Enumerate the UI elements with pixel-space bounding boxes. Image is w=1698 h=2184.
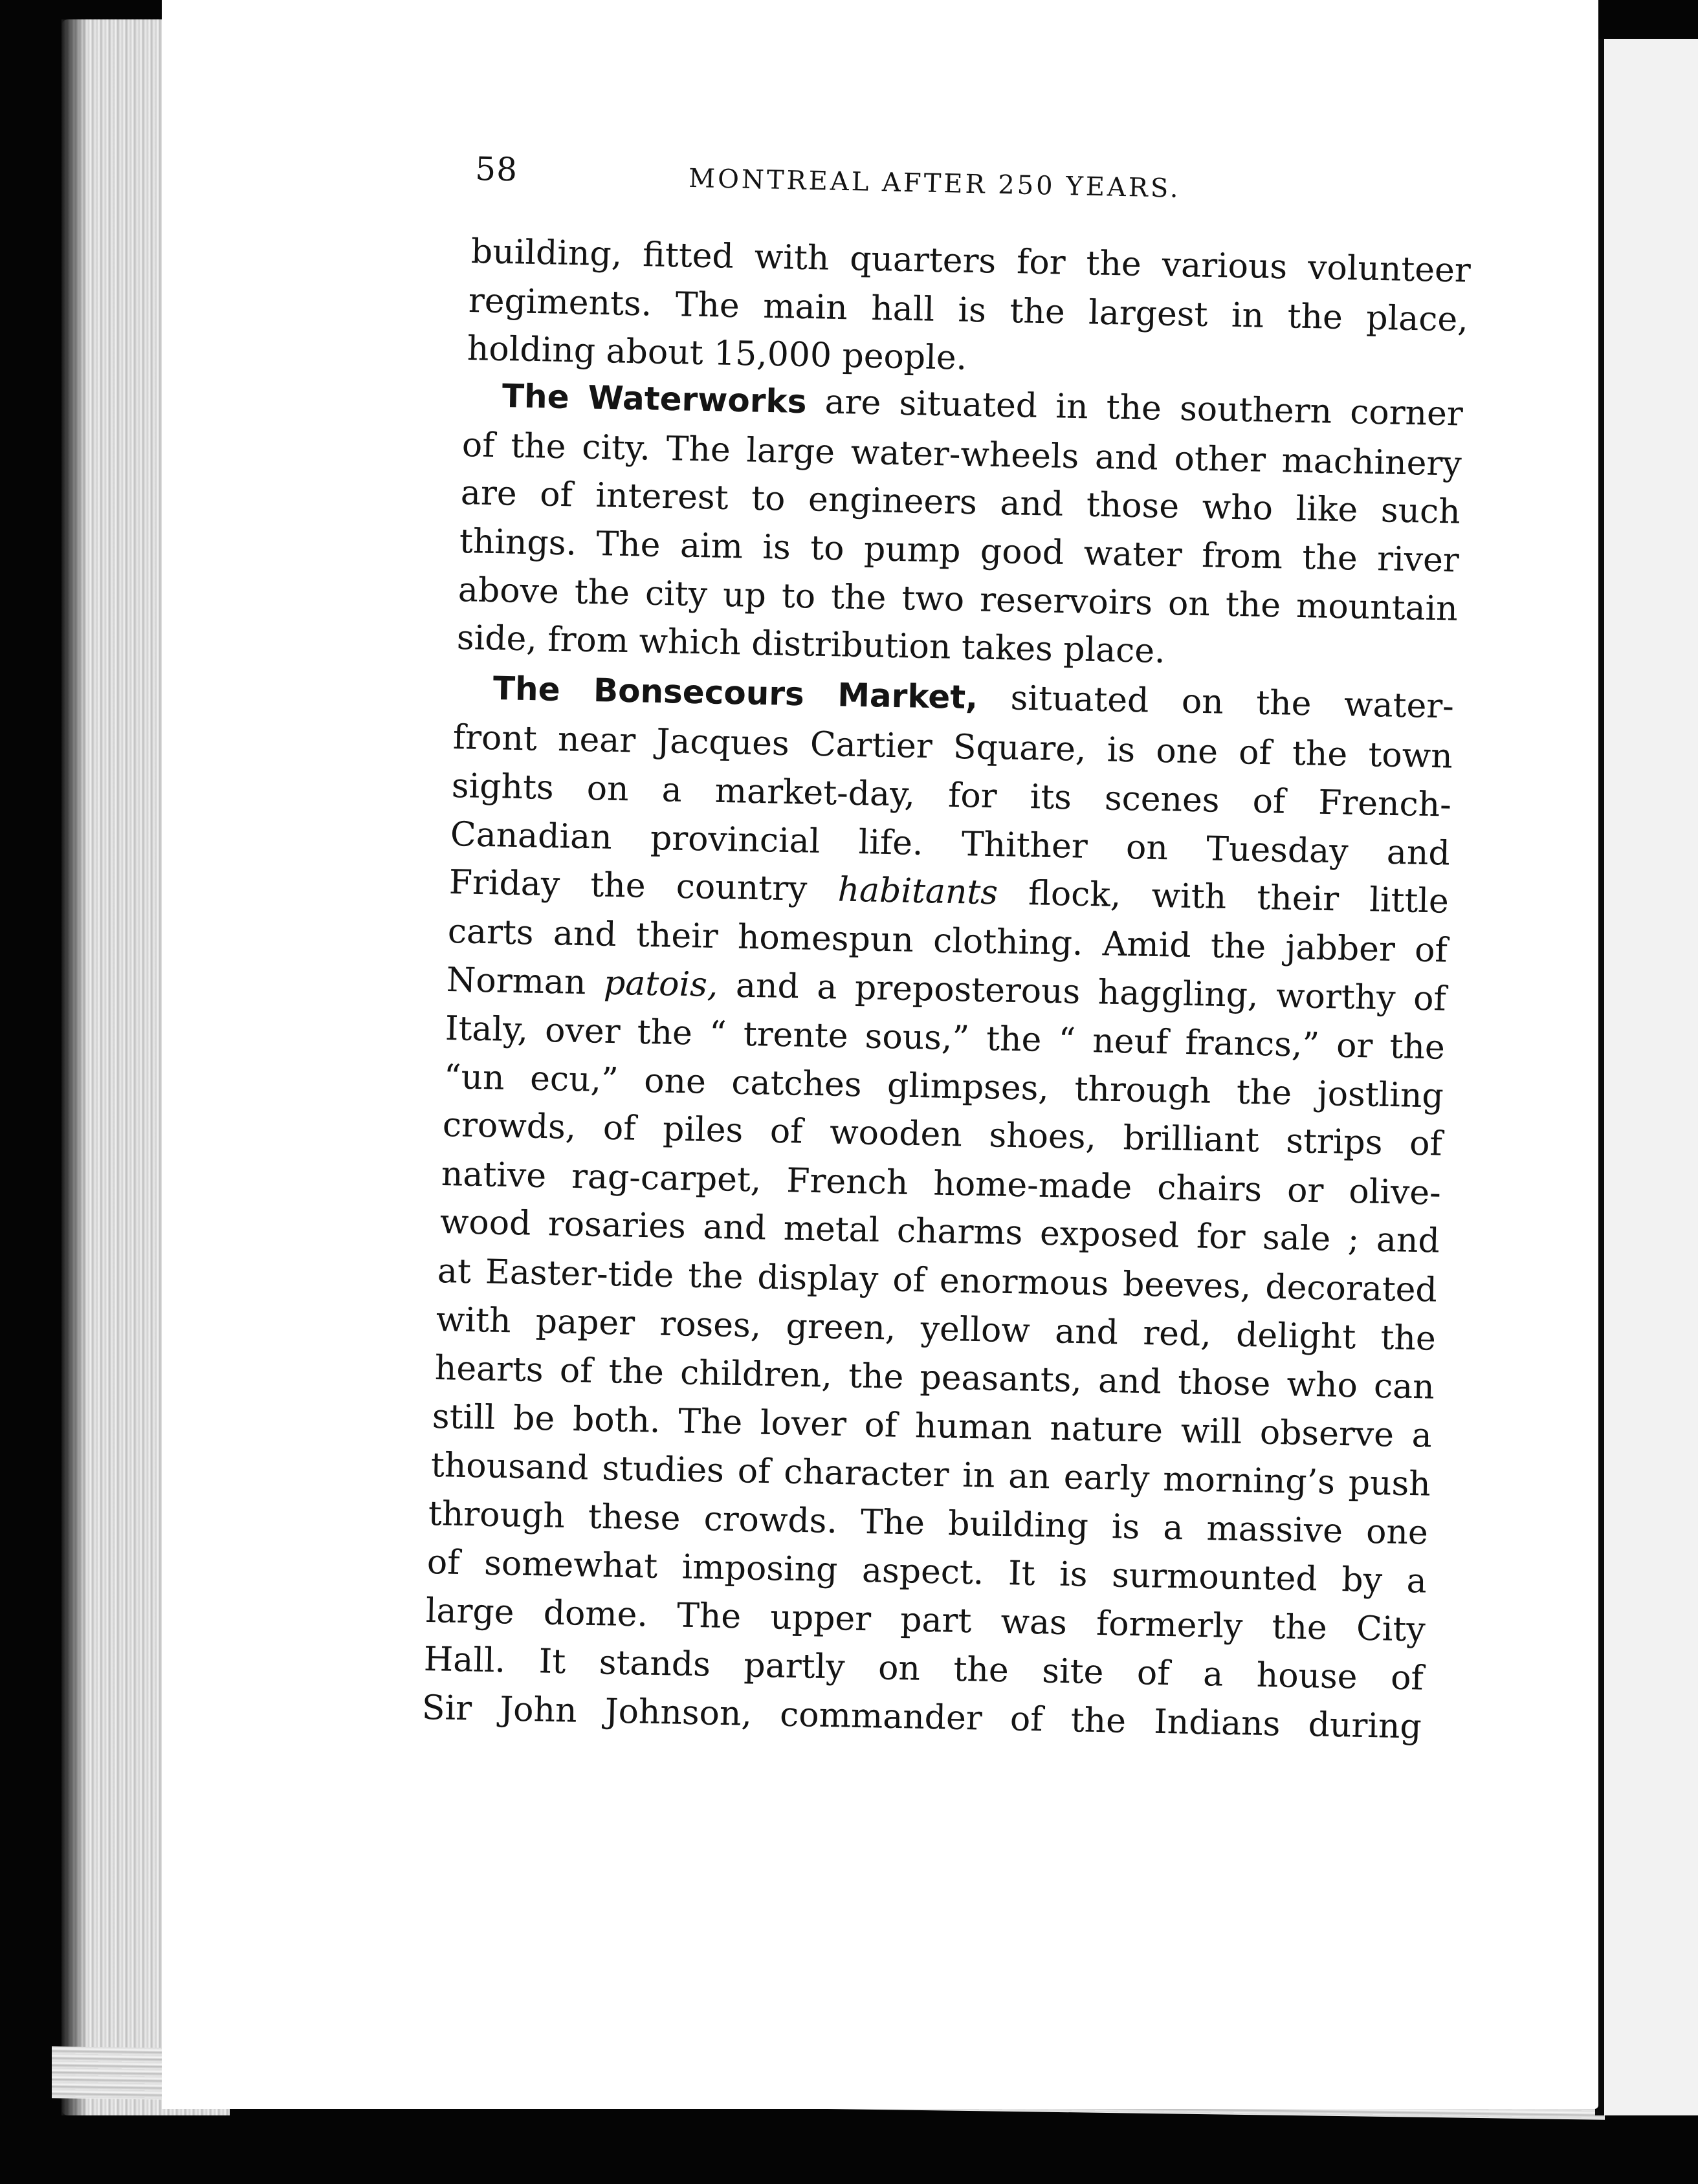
page-number: 58 — [474, 150, 518, 189]
section-heading: The Bonsecours Market, — [492, 670, 978, 717]
text-line: Canadian provincial life. Thither on Tuesday and — [450, 815, 1451, 873]
text-line: hearts of the children, the peasants, and those who can — [434, 1349, 1435, 1407]
italic-term: habitants — [837, 870, 998, 913]
text-line: holding about 15,000 people. — [467, 329, 967, 378]
text-line: above the city up to the two reservoirs on the mountain — [458, 571, 1459, 629]
text-line: Sir John Johnson, commander of the Indians during — [421, 1688, 1422, 1747]
text-line: native rag-carpet, French home-made chairs or olive- — [441, 1155, 1442, 1213]
text-line: side, from which distribution takes place. — [456, 618, 1166, 672]
text-line: of somewhat imposing aspect. It is surmounted by a — [426, 1543, 1428, 1601]
italic-term: patois, — [603, 963, 718, 1005]
text-line: with paper roses, green, yellow and red, delight the — [436, 1300, 1437, 1359]
section-heading: The Waterworks — [502, 377, 808, 421]
text-line: things. The aim is to pump good water from the river — [459, 522, 1460, 580]
text-line: carts and their homespun clothing. Amid the jabber of — [447, 912, 1448, 970]
text-run: and a preposterous haggling, worthy of — [717, 966, 1447, 1019]
text-line: regiments. The main hall is the largest in the place, — [468, 281, 1469, 340]
text-line: sights on a market-day, for its scenes of French- — [451, 767, 1452, 825]
text-line: crowds, of piles of wooden shoes, brilliant strips of — [442, 1106, 1443, 1164]
text-run: situated on the water- — [977, 678, 1455, 726]
text-line: are of interest to engineers and those who like such — [460, 474, 1461, 532]
text-line: front near Jacques Cartier Square, is one of the town — [452, 718, 1453, 776]
text-line: building, fitted with quarters for the various volunteer — [470, 232, 1472, 290]
text-line: “un ecu,” one catches glimpses, through the jostling — [443, 1058, 1444, 1116]
text-line: thousand studies of character in an early morning’s push — [430, 1446, 1431, 1504]
text-line: wood rosaries and metal charms exposed for sale ; and — [439, 1203, 1440, 1261]
text-line: Hall. It stands partly on the site of a house of — [423, 1640, 1424, 1698]
text-run: flock, with their little — [997, 873, 1450, 921]
text-line: still be both. The lover of human nature will observe a — [432, 1397, 1433, 1456]
running-title: MONTREAL AFTER 250 YEARS. — [688, 163, 1182, 204]
text-line: Italy, over the “ trente sous,” the “ neuf francs,” or the — [445, 1009, 1446, 1067]
text-line: of the city. The large water-wheels and other machinery — [461, 426, 1462, 484]
text-line: large dome. The upper part was formerly the City — [425, 1591, 1426, 1650]
text-line: at Easter-tide the display of enormous beeves, decorated — [437, 1252, 1438, 1310]
text-line: through these crowds. The building is a massive one — [428, 1494, 1429, 1553]
text-run: are situated in the southern corner — [806, 382, 1464, 434]
text-run: Friday the country — [448, 863, 839, 910]
text-run: Norman — [446, 961, 604, 1003]
